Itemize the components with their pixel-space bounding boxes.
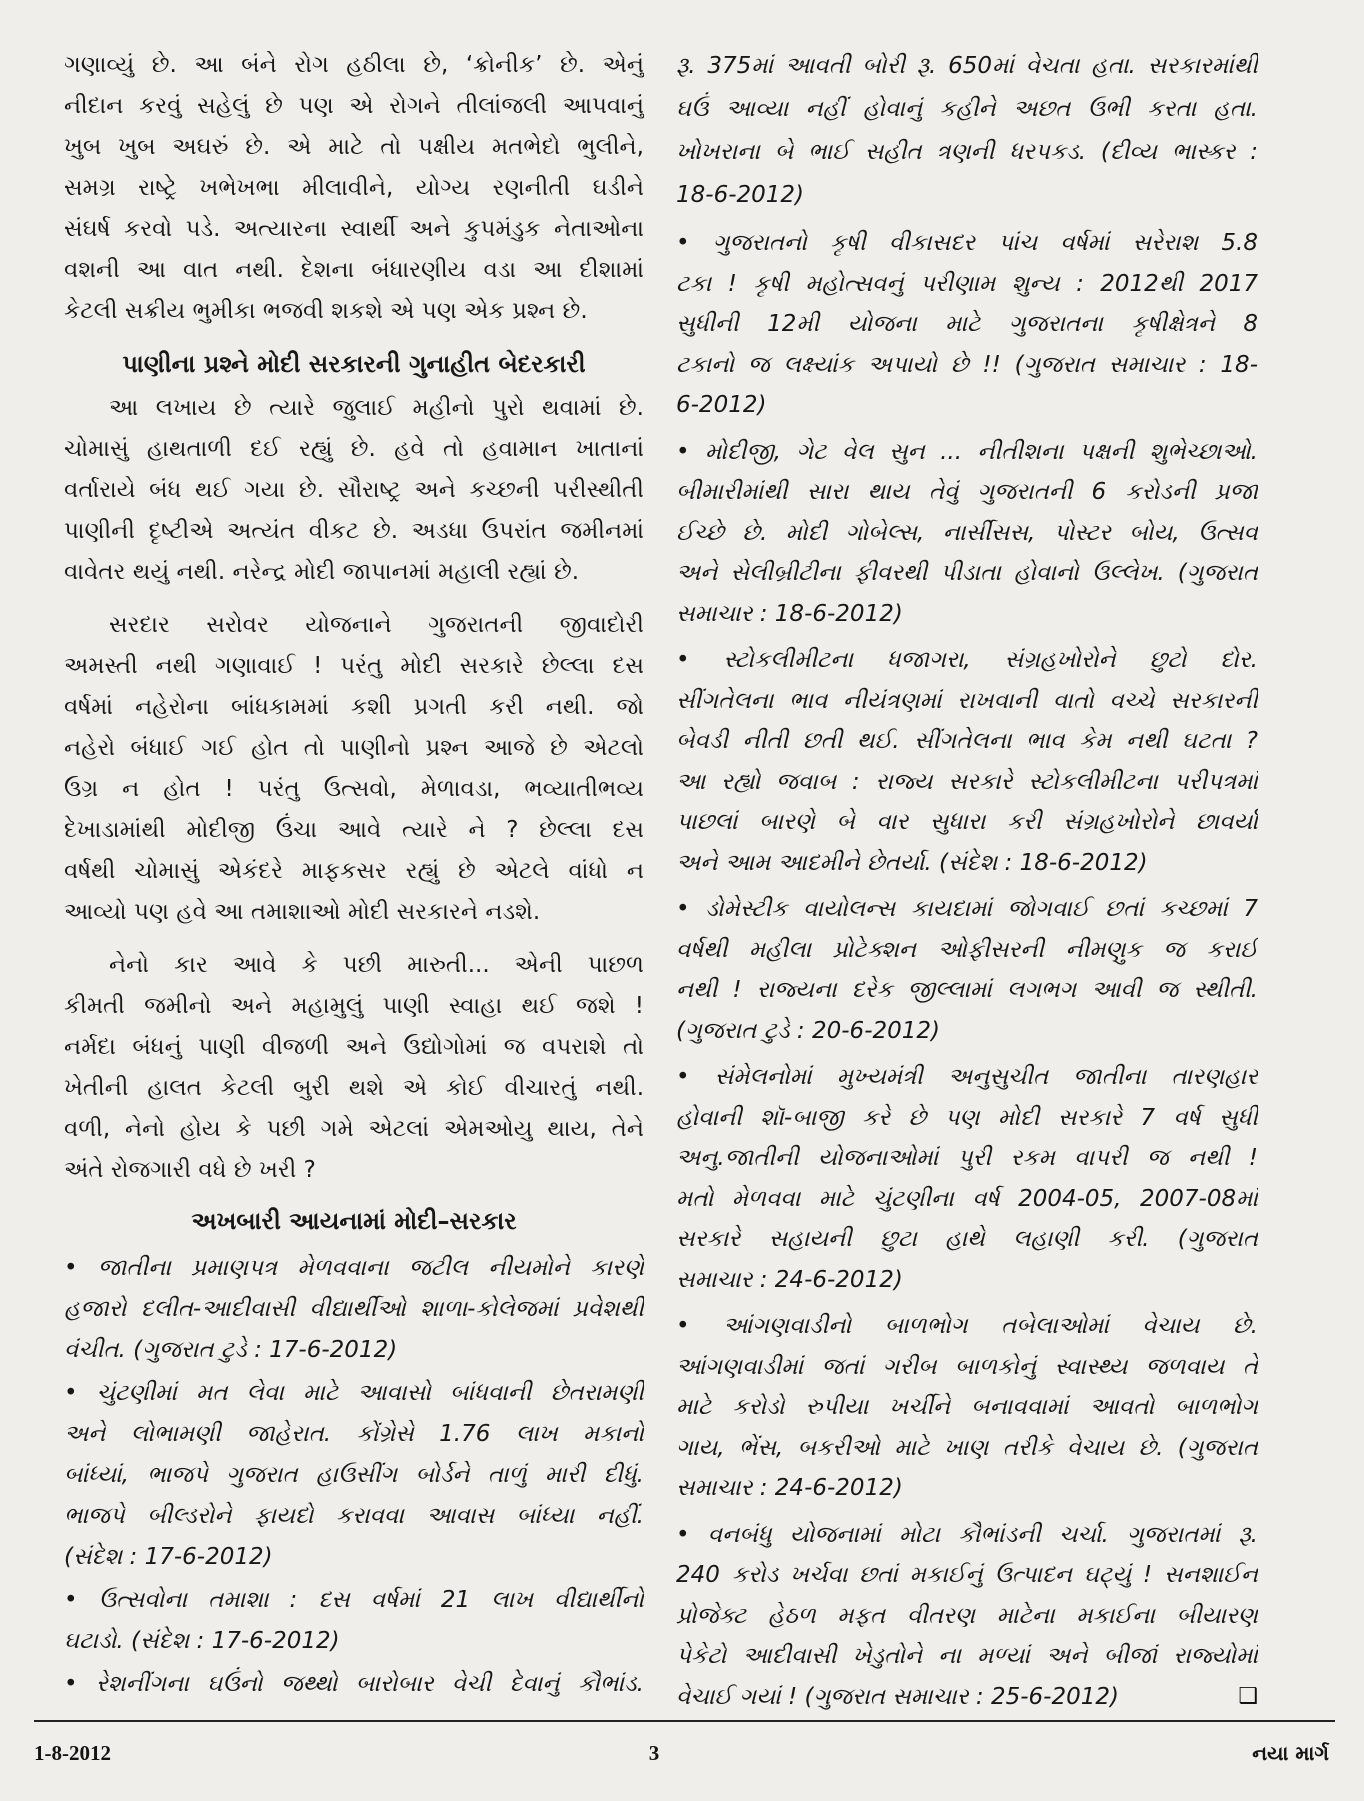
- news-item: [676, 432, 1258, 635]
- text-line: મતો મેળવવા માટે ચુંટણીના વર્ષ 2004-05, 2007-08માં: [676, 1185, 1258, 1212]
- text-line: આવ્યો પણ હવે આ તમાશાઓ મોદી સરકારને નડશે.: [64, 899, 541, 925]
- text-line: સીંગતેલના ભાવ નીયંત્રણમાં રાખવાની વાતો વચ્ચે સરકારની: [676, 687, 1258, 714]
- text-line: અનુ.જાતીની યોજનાઓમાં પુરી રકમ વાપરી જ નથી !: [676, 1145, 1258, 1171]
- text-line: વર્ષથી ચોમાસું એકંદરે માફકસર રહ્યું છે એટલે વાંધો ન: [64, 858, 644, 884]
- text-line: વર્ષમાં નહેરોના બાંધકામમાં કશી પ્રગતી કરી નથી. જો: [64, 694, 644, 720]
- news-item: [676, 223, 1258, 426]
- text-line: નેનો કાર આવે કે પછી મારુતી... એની પાછળ: [109, 952, 644, 978]
- text-line: ટકાનો જ લક્ષ્યાંક અપાયો છે !! (ગુજરાત સમાચાર : 18-: [676, 351, 1258, 378]
- text-line: પાછલાં બારણે બે વાર સુધારા કરી સંગ્રહખોરોને છાવર્યા: [676, 809, 1258, 835]
- text-line: (સંદેશ : 17-6-2012): [64, 1544, 273, 1570]
- news-item: [64, 1580, 644, 1662]
- publication-name: નયા માર્ગ: [1252, 1741, 1329, 1765]
- text-line: સમગ્ર રાષ્ટ્રે ખભેખભા મીલાવીને, યોગ્ય રણનીતી ઘડીને: [64, 175, 644, 201]
- text-line: • સ્ટોકલીમીટના ધજાગરા, સંગ્રહખોરોને છુટો દોર.: [676, 647, 1258, 673]
- text-line: • ચુંટણીમાં મત લેવા માટે આવાસો બાંધવાની છેતરામણી: [64, 1380, 644, 1406]
- text-line: ટકા ! કૃષી મહોત્સવનું પરીણામ શુન્ય : 2012થી 2017: [676, 270, 1258, 297]
- text-line: અને લોભામણી જાહેરાત. કોંગ્રેસે 1.76 લાખ મકાનો: [64, 1421, 644, 1447]
- left-column: [64, 45, 644, 1705]
- news-item: [676, 889, 1258, 1051]
- text-line: હજારો દલીત-આદીવાસી વીદ્યાર્થીઓ શાળા-કોલેજમાં પ્રવેશથી: [64, 1296, 644, 1322]
- text-line: • વનબંધુ યોજનામાં મોટા કૌભાંડની ચર્ચા. ગુજરાતમાં રૂ.: [676, 1521, 1258, 1548]
- text-line: સમાચાર : 18-6-2012): [676, 600, 903, 627]
- text-line: કીમતી જમીનો અને મહામુલું પાણી સ્વાહા થઈ જશે !: [64, 993, 644, 1019]
- text-line: કેટલી સક્રીય ભુમીકા ભજવી શકશે એ પણ એક પ્રશ્ન છે.: [64, 298, 588, 324]
- text-line: બાંધ્યાં, ભાજપે ગુજરાત હાઉસીંગ બોર્ડને તાળું મારી દીધું.: [64, 1462, 644, 1488]
- text-line: રૂ. 375માં આવતી બોરી રૂ. 650માં વેચતા હતા. સરકારમાંથી: [676, 53, 1258, 79]
- text-line: • સંમેલનોમાં મુખ્યમંત્રી અનુસુચીત જાતીના તારણહાર: [676, 1064, 1258, 1090]
- text-line: વર્ષથી મહીલા પ્રોટેક્શન ઓફીસરની નીમણુક જ કરાઈ: [676, 936, 1258, 963]
- text-line: ખુબ ખુબ અઘરું છે. એ માટે તો પક્ષીય મતભેદો ભુલીને,: [64, 134, 644, 160]
- news-item-continued: [676, 45, 1258, 217]
- text-line: • મોદીજી, ગેટ વેલ સુન ... નીતીશના પક્ષની શુભેચ્છાઓ.: [676, 438, 1258, 465]
- text-line: ઉગ્ર ન હોત ! પરંતુ ઉત્સવો, મેળાવડા, ભવ્યાતીભવ્ય: [64, 776, 644, 802]
- text-line: દેખાડામાંથી મોદીજી ઉંચા આવે ત્યારે ને ? છેલ્લા દસ: [64, 817, 644, 843]
- text-line: 6-2012): [676, 392, 767, 418]
- text-line: (ગુજરાત ટુડે : 20-6-2012): [676, 1017, 940, 1044]
- text-line: ભાજપે બીલ્ડરોને ફાયદો કરાવવા આવાસ બાંધ્યા નહીં.: [64, 1503, 644, 1529]
- text-line: વાવેતર થયું નથી. નરેન્દ્ર મોદી જાપાનમાં મહાલી રહ્યાં છે.: [64, 559, 580, 585]
- text-line: આંગણવાડીમાં જતાં ગરીબ બાળકોનું સ્વાસ્થ્ય જળવાય તે: [676, 1353, 1258, 1380]
- text-line: ઘઉં આવ્યા નહીં હોવાનું કહીને અછત ઉભી કરતા હતા.: [676, 96, 1258, 122]
- news-item: [676, 640, 1258, 883]
- text-line: ચોમાસું હાથતાળી દઈ રહ્યું છે. હવે તો હવામાન ખાતાનાં: [64, 436, 644, 462]
- text-line: અને સેલીબ્રીટીના ફીવરથી પીડાતા હોવાનો ઉલ્લેખ. (ગુજરાત: [676, 560, 1258, 586]
- article-paragraph: [64, 605, 644, 933]
- text-line: સમાચાર : 24-6-2012): [676, 1475, 903, 1501]
- text-line: સમાચાર : 24-6-2012): [676, 1266, 903, 1293]
- text-line: 18-6-2012): [676, 182, 805, 208]
- section-heading: અખબારી આયનામાં મોદી–સરકાર: [191, 1207, 517, 1235]
- text-line: વળી, નેનો હોય કે પછી ગમે એટલાં એમઓયુ થાય, તેને: [64, 1116, 644, 1142]
- right-column: [676, 45, 1258, 1717]
- text-line: માટે કરોડો રુપીયા ખર્ચીને બનાવવામાં આવતો બાળભોગ: [676, 1394, 1258, 1420]
- news-item: [64, 1664, 644, 1705]
- news-item: [64, 1248, 644, 1371]
- footer-rule: [34, 1720, 1335, 1722]
- text-line: સંઘર્ષ કરવો પડે. અત્યારના સ્વાર્થી અને કુપમંડુક નેતાઓના: [64, 216, 644, 242]
- text-line: નીદાન કરવું સહેલું છે પણ એ રોગને તીલાંજલી આપવાનું: [64, 93, 644, 119]
- text-line: વર્તારાયે બંધ થઈ ગયા છે. સૌરાષ્ટ્ર અને કચ્છની પરીસ્થીતી: [64, 477, 644, 503]
- text-line: વંચીત. (ગુજરાત ટુડે : 17-6-2012): [64, 1337, 398, 1363]
- text-line: બીમારીમાંથી સારા થાય તેવું ગુજરાતની 6 કરોડની પ્રજા: [676, 479, 1258, 505]
- page-number: 3: [648, 1741, 660, 1765]
- text-line: સરદાર સરોવર યોજનાને ગુજરાતની જીવાદોરી: [109, 612, 644, 638]
- text-line: ખોખરાના બે ભાઈ સહીત ત્રણની ધરપકડ. (દીવ્ય ભાસ્કર :: [676, 139, 1258, 165]
- text-line: પેકેટો આદીવાસી ખેડુતોને ના મળ્યાં અને બીજાં રાજ્યોમાં: [676, 1643, 1258, 1669]
- text-line: સુધીની 12મી યોજના માટે ગુજરાતના કૃષીક્ષેત્રને 8: [676, 311, 1258, 337]
- section-heading: પાણીના પ્રશ્ને મોદી સરકારની ગુનાહીત બેદરકારી: [122, 350, 586, 378]
- text-line: સરકારે સહાયની છુટા હાથે લહાણી કરી. (ગુજરાત: [676, 1226, 1258, 1252]
- news-item: [676, 1515, 1258, 1718]
- end-mark-icon: ❑: [1238, 1683, 1258, 1709]
- issue-date: 1-8-2012: [34, 1741, 111, 1765]
- news-item: [64, 1373, 644, 1578]
- text-line: નહેરો બંધાઈ ગઈ હોત તો પાણીનો પ્રશ્ન આજે છે એટલો: [64, 735, 644, 761]
- text-line: • ડોમેસ્ટીક વાયોલન્સ કાયદામાં જોગવાઈ છતાં કચ્છમાં 7: [676, 896, 1258, 922]
- text-line: ગણાવ્યું છે. આ બંને રોગ હઠીલા છે, ‘ક્રોનીક’ છે. એનું: [64, 52, 644, 78]
- text-line: • ગુજરાતનો કૃષી વીકાસદર પાંચ વર્ષમાં સરેરાશ 5.8: [676, 230, 1258, 256]
- text-line: ગાય, ભેંસ, બકરીઓ માટે ખાણ તરીકે વેચાય છે. (ગુજરાત: [676, 1434, 1258, 1461]
- text-line: વશની આ વાત નથી. દેશના બંધારણીય વડા આ દીશામાં: [64, 257, 644, 283]
- text-line: પાણીની દૃષ્ટીએ અત્યંત વીકટ છે. અડધા ઉપરાંત જમીનમાં: [64, 518, 644, 544]
- text-line: હોવાની શૉ-બાજી કરે છે પણ મોદી સરકારે 7 વર્ષ સુધી: [676, 1104, 1258, 1131]
- article-paragraph: [64, 45, 644, 332]
- news-item: [676, 1057, 1258, 1300]
- text-line: વેચાઈ ગયાં ! (ગુજરાત સમાચાર : 25-6-2012): [676, 1683, 1119, 1710]
- news-item: [676, 1306, 1258, 1509]
- text-line: • રેશનીંગના ઘઉંનો જથ્થો બારોબાર વેચી દેવાનું કૌભાંડ.: [64, 1671, 644, 1697]
- text-line: અમસ્તી નથી ગણાવાઈ ! પરંતુ મોદી સરકારે છેલ્લા દસ: [64, 653, 644, 679]
- text-line: આ રહ્યો જવાબ : રાજ્ય સરકારે સ્ટોકલીમીટના પરીપત્રમાં: [676, 768, 1258, 795]
- text-line: આ લખાય છે ત્યારે જુલાઈ મહીનો પુરો થવામાં છે.: [109, 395, 644, 421]
- text-line: નર્મદા બંધનું પાણી વીજળી અને ઉદ્યોગોમાં જ વપરાશે તો: [64, 1034, 644, 1060]
- text-line: ઘટાડો. (સંદેશ : 17-6-2012): [64, 1628, 340, 1654]
- page-footer: [34, 1736, 1335, 1770]
- text-line: અને આમ આદમીને છેતર્યા. (સંદેશ : 18-6-2012): [676, 849, 1148, 876]
- text-line: નથી ! રાજ્યના દરેક જીલ્લામાં લગભગ આવી જ સ્થીતી.: [676, 977, 1258, 1003]
- text-line: 240 કરોડ ખર્ચવા છતાં મકાઈનું ઉત્પાદન ઘટ્યું ! સનશાઈન: [676, 1562, 1258, 1588]
- text-line: પ્રોજેક્ટ હેઠળ મફત વીતરણ માટેના મકાઈના બીયારણ: [676, 1602, 1258, 1629]
- text-line: અંતે રોજગારી વધે છે ખરી ?: [64, 1157, 316, 1183]
- text-line: બેવડી નીતી છતી થઈ. સીંગતેલના ભાવ કેમ નથી ઘટતા ?: [676, 728, 1258, 754]
- text-line: • જાતીના પ્રમાણપત્ર મેળવવાના જટીલ નીયમોને કારણે: [64, 1255, 644, 1281]
- article-paragraph: [64, 945, 644, 1191]
- text-line: • ઉત્સવોના તમાશા : દસ વર્ષમાં 21 લાખ વીદ્યાર્થીનો: [64, 1587, 644, 1613]
- text-line: • આંગણવાડીનો બાળભોગ તબેલાઓમાં વેચાય છે.: [676, 1313, 1258, 1339]
- text-line: ખેતીની હાલત કેટલી બુરી થશે એ કોઈ વીચારતું નથી.: [64, 1075, 644, 1101]
- article-paragraph: [64, 388, 644, 593]
- text-line: ઈચ્છે છે. મોદી ગોબેલ્સ, નાર્સીસસ, પોસ્ટર બોય, ઉત્સવ: [676, 519, 1258, 546]
